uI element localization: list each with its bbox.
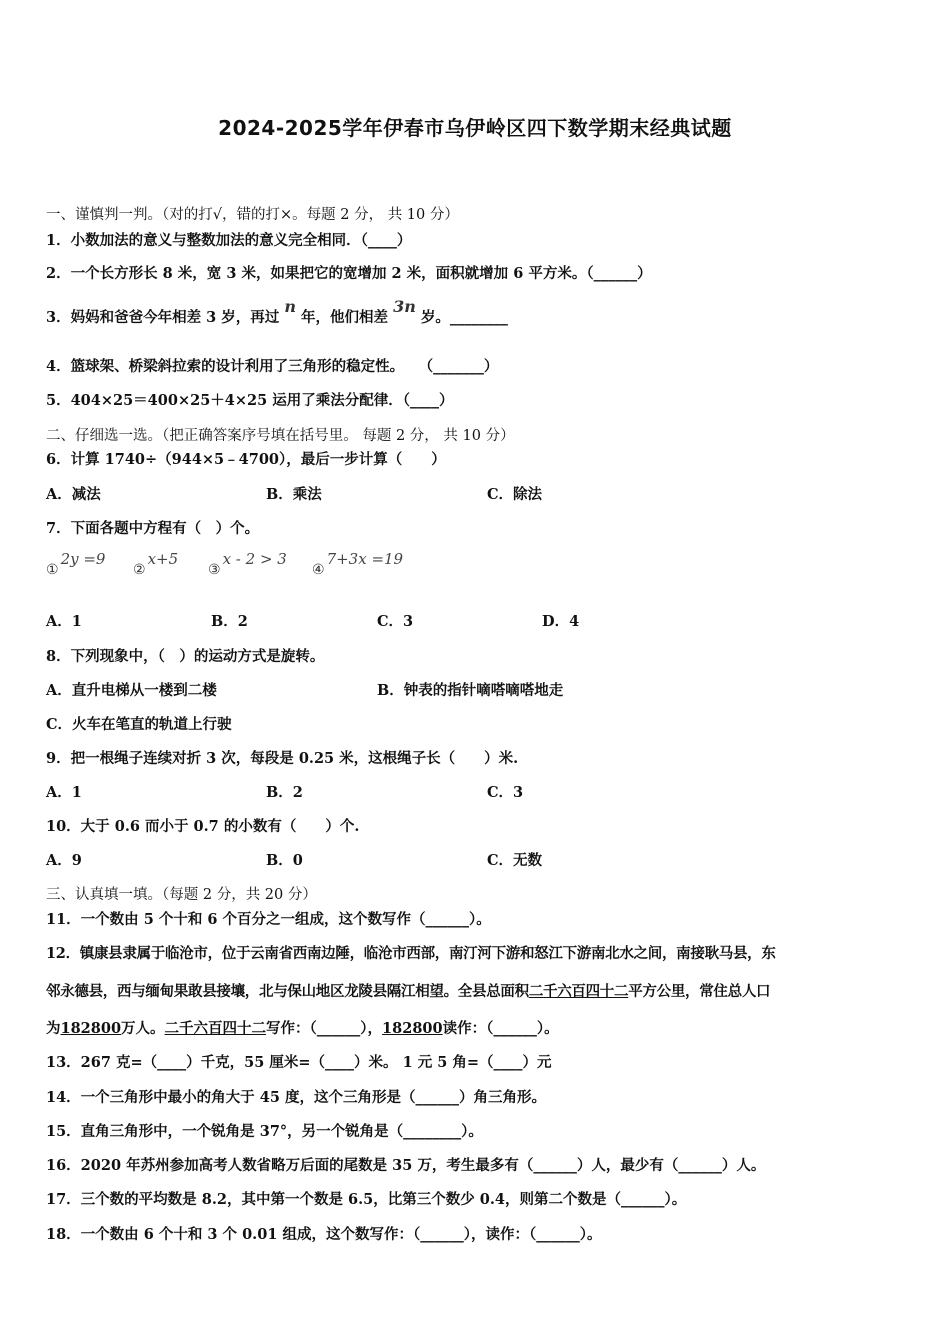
- question-5: 5．404×25＝400×25＋4×25 运用了乘法分配律．（____）: [46, 392, 454, 409]
- question-10: 10．大于 0.6 而小于 0.7 的小数有（ ）个.: [46, 818, 360, 835]
- question-12-line-3: [46, 1017, 559, 1038]
- question-14: 14．一个三角形中最小的角大于 45 度，这个三角形是（______）角三角形。: [46, 1089, 546, 1106]
- q7-item-4-expr: 7+3x =19: [326, 550, 404, 568]
- q7-item-3-num: ③: [208, 562, 221, 578]
- q7-item-4-num: ④: [312, 562, 325, 578]
- q12-line-3-text-d: 读作：（______）。: [442, 1020, 559, 1037]
- q6-option-b: B．乘法: [266, 486, 322, 503]
- q9-option-a: A．1: [46, 784, 82, 801]
- question-9: 9．把一根绳子连续对折 3 次，每段是 0.25 米，这根绳子长（ ）米.: [46, 750, 519, 767]
- q12-line-3-text-b: 万人。: [121, 1020, 165, 1037]
- page-title: 2024-2025学年伊春市乌伊岭区四下数学期末经典试题: [218, 116, 732, 140]
- question-3-part-c: 岁。________: [420, 309, 508, 326]
- q8-option-b: B．钟表的指针嘀嗒嘀嗒地走: [377, 682, 564, 699]
- variable-n: n: [284, 297, 296, 316]
- question-1: 1．小数加法的意义与整数加法的意义完全相同．（____）: [46, 232, 412, 249]
- q7-item-3: [208, 550, 287, 578]
- expression-3n: 3n: [393, 297, 416, 316]
- q12-line-3-text-a: 为: [46, 1020, 61, 1037]
- q7-option-b: B．2: [211, 613, 248, 630]
- question-13: 13．267 克=（____）千克，55 厘米=（____）米。 1 元 5 角=（____）元: [46, 1054, 552, 1071]
- q12-line-2-text-a: 邻永德县，西与缅甸果敢县接壤，北与保山地区龙陵县隔江相望。全县总面积: [46, 983, 529, 1000]
- q12-line-2-text-b: 平方公里，常住总人口: [628, 983, 771, 1000]
- q9-option-c: C．3: [487, 784, 524, 801]
- q12-area-words: 二千六百四十二: [528, 983, 629, 1000]
- q12-area-words-2: 二千六百四十二: [164, 1020, 267, 1037]
- q6-option-c: C．除法: [487, 486, 543, 503]
- q7-item-2-num: ②: [133, 562, 146, 578]
- question-12-line-1: 12．镇康县隶属于临沧市，位于云南省西南边陲，临沧市西部，南汀河下游和怒江下游南北水之间，南接耿马县，东: [46, 945, 776, 962]
- q12-population-number-2: 182800: [382, 1020, 443, 1037]
- question-2: 2．一个长方形长 8 米，宽 3 米，如果把它的宽增加 2 米，面积就增加 6 平方米。（______）: [46, 265, 652, 282]
- q7-option-c: C．3: [377, 613, 414, 630]
- q7-option-a: A．1: [46, 613, 82, 630]
- question-18: 18．一个数由 6 个十和 3 个 0.01 组成，这个数写作：（______），读作：（______）。: [46, 1226, 602, 1243]
- section-3-header: 三、认真填一填。（每题 2 分，共 20 分）: [46, 887, 317, 903]
- question-3: [46, 297, 508, 327]
- q7-item-1-num: ①: [46, 562, 59, 578]
- question-3-part-b: 年，他们相差: [301, 309, 389, 326]
- q7-item-1: [46, 550, 106, 578]
- question-4: 4．篮球架、桥梁斜拉索的设计利用了三角形的稳定性。 （_______）: [46, 358, 499, 375]
- q6-option-a: A．减法: [46, 486, 101, 503]
- question-7: 7．下面各题中方程有（ ）个。: [46, 520, 260, 537]
- q10-option-a: A．9: [46, 852, 82, 869]
- question-11: 11．一个数由 5 个十和 6 个百分之一组成，这个数写作（______）。: [46, 911, 491, 928]
- q8-option-c: C．火车在笔直的轨道上行驶: [46, 716, 232, 733]
- q7-item-2-expr: x+5: [147, 550, 179, 568]
- question-6: 6．计算 1740÷（944×5﹣4700），最后一步计算（ ）: [46, 451, 446, 468]
- q7-item-3-expr: x - 2 > 3: [222, 550, 287, 568]
- question-17: 17．三个数的平均数是 8.2，其中第一个数是 6.5，比第三个数少 0.4，则第二个数是（______）。: [46, 1191, 687, 1208]
- q7-item-2: [133, 550, 179, 578]
- q7-item-4: [312, 550, 404, 578]
- question-3-part-a: 3．妈妈和爸爸今年相差 3 岁，再过: [46, 309, 280, 326]
- section-1-header: 一、谨慎判一判。（对的打√，错的打×。每题 2 分， 共 10 分）: [46, 207, 459, 223]
- q7-item-1-expr: 2y =9: [60, 550, 106, 568]
- question-16: 16．2020 年苏州参加高考人数省略万后面的尾数是 35 万，考生最多有（______）人，最少有（______）人。: [46, 1157, 766, 1174]
- section-2-header: 二、仔细选一选。（把正确答案序号填在括号里。 每题 2 分， 共 10 分）: [46, 428, 515, 444]
- q10-option-c: C．无数: [487, 852, 543, 869]
- question-8: 8．下列现象中，（ ）的运动方式是旋转。: [46, 648, 325, 665]
- q12-line-3-text-c: 写作：（______），: [266, 1020, 383, 1037]
- q9-option-b: B．2: [266, 784, 303, 801]
- q7-option-d: D．4: [542, 613, 580, 630]
- question-12-line-2: [46, 980, 770, 1001]
- q12-population-number: 182800: [60, 1020, 122, 1037]
- question-15: 15．直角三角形中，一个锐角是 37°，另一个锐角是（________）。: [46, 1123, 483, 1140]
- q8-option-a: A．直升电梯从一楼到二楼: [46, 682, 217, 699]
- q10-option-b: B．0: [266, 852, 303, 869]
